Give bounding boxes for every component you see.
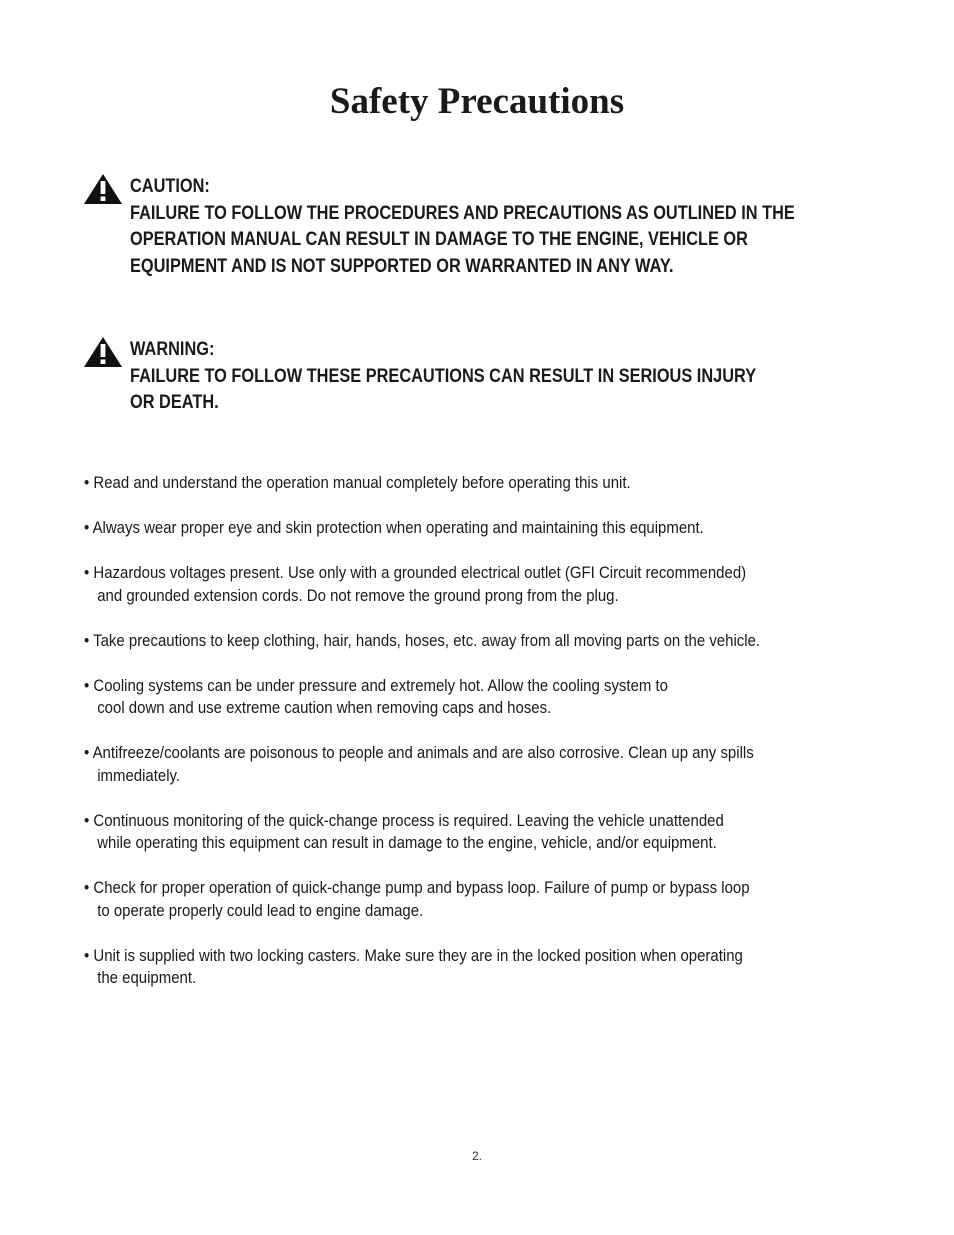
precaution-list — [84, 472, 864, 1012]
bullet-text: • Cooling systems can be under pressure and extremely hot. Allow the cooling system to — [84, 675, 668, 695]
bullet-continuation: to operate properly could lead to engine damage. — [97, 900, 424, 920]
warning-triangle-icon — [84, 337, 122, 367]
caution-line: OPERATION MANUAL CAN RESULT IN DAMAGE TO THE ENGINE, VEHICLE OR — [130, 229, 748, 250]
bullet-continuation: while operating this equipment can result in damage to the engine, vehicle, and/or equipment. — [97, 833, 717, 852]
list-item — [84, 472, 876, 495]
caution-notice — [84, 174, 844, 280]
list-item — [84, 675, 876, 720]
bullet-continuation: cool down and use extreme caution when removing caps and hoses. — [97, 698, 552, 717]
list-item — [84, 945, 876, 990]
list-item — [84, 562, 876, 607]
bullet-text: • Hazardous voltages present. Use only with a grounded electrical outlet (GFI Circuit recommended) — [84, 563, 747, 582]
list-item — [84, 742, 876, 787]
warning-line: FAILURE TO FOLLOW THESE PRECAUTIONS CAN RESULT IN SERIOUS INJURY — [130, 365, 757, 387]
caution-line: EQUIPMENT AND IS NOT SUPPORTED OR WARRANTED IN ANY WAY. — [130, 255, 674, 277]
bullet-text: • Take precautions to keep clothing, hair, hands, hoses, etc. away from all moving parts on the vehicle. — [84, 630, 761, 650]
bullet-text: • Continuous monitoring of the quick-change process is required. Leaving the vehicle unattended — [84, 810, 724, 830]
caution-line: FAILURE TO FOLLOW THE PROCEDURES AND PRECAUTIONS AS OUTLINED IN THE — [130, 202, 795, 224]
warning-triangle-icon — [84, 174, 122, 204]
page-title: Safety Precautions — [329, 81, 625, 122]
list-item — [84, 517, 876, 540]
page-number: 2. — [471, 1149, 482, 1163]
bullet-text: • Unit is supplied with two locking casters. Make sure they are in the locked position when operating — [84, 945, 743, 965]
bullet-text: • Antifreeze/coolants are poisonous to people and animals and are also corrosive. Clean up any spills — [84, 743, 754, 762]
bullet-continuation: immediately. — [97, 765, 181, 785]
warning-notice — [84, 337, 844, 417]
list-item — [84, 630, 876, 653]
bullet-text: • Read and understand the operation manual completely before operating this unit. — [84, 473, 631, 492]
list-item — [84, 810, 876, 855]
list-item — [84, 877, 876, 922]
warning-heading: WARNING: — [130, 339, 215, 360]
bullet-text: • Check for proper operation of quick-change pump and bypass loop. Failure of pump or bypass loop — [84, 878, 750, 897]
warning-line: OR DEATH. — [130, 392, 219, 413]
caution-heading: CAUTION: — [130, 176, 210, 197]
bullet-text: • Always wear proper eye and skin protection when operating and maintaining this equipment. — [84, 518, 704, 537]
bullet-continuation: the equipment. — [97, 968, 197, 987]
bullet-continuation: and grounded extension cords. Do not remove the ground prong from the plug. — [97, 585, 619, 605]
